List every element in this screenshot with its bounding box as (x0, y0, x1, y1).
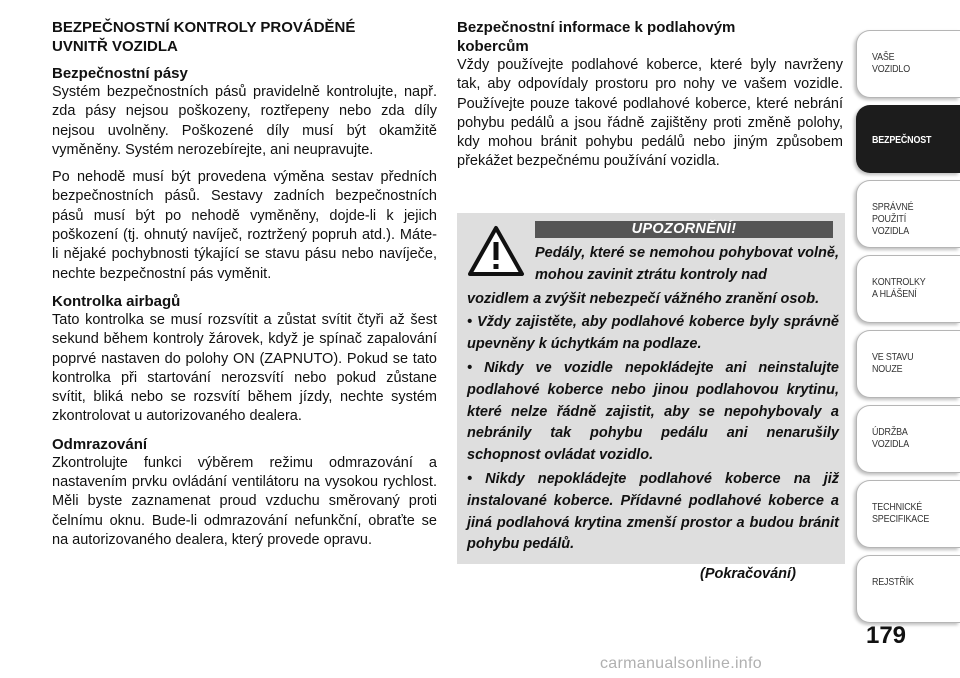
left-column (52, 18, 437, 558)
right-column (457, 18, 843, 180)
tab-rejstrik[interactable] (856, 555, 960, 623)
tab-vase-vozidlo[interactable] (856, 30, 960, 98)
tab-label: REJSTŘÍK (872, 576, 914, 588)
warning-intro: Pedály, které se nemohou pohybovat volně, mohou zavinit ztrátu kontroly nad (535, 245, 839, 283)
seatbelts-paragraph-1: Systém bezpečnostních pásů pravidelně kontrolujte, např. zda pásy nejsou poškozeny, roztřepeny nebo zda díly nejsou uvolněny. Poškozené díly musí být okamžitě vyměněny. Systém nerozebírejte, ani neupravujte. (52, 84, 437, 158)
tab-label: ÚDRŽBA VOZIDLA (872, 426, 910, 450)
tab-label: BEZPEČNOST (872, 134, 932, 146)
tab-label: SPRÁVNÉ POUŽITÍ VOZIDLA (872, 201, 914, 237)
tab-label: KONTROLKY A HLÁŠENÍ (872, 276, 926, 300)
warning-box (457, 213, 845, 564)
tab-label: VE STAVU NOUZE (872, 351, 914, 375)
floor-mats-heading (457, 18, 843, 56)
watermark: carmanualsonline.info (600, 655, 762, 672)
warning-bullet-1: • Vždy zajistěte, aby podlahové koberce byly správně upevněny k úchytkám na podlaze. (467, 314, 839, 353)
tab-label: TECHNICKÉ SPECIFIKACE (872, 501, 930, 525)
floor-mats-heading-line1: Bezpečnostní informace k podlahovým (457, 19, 736, 36)
tab-technicke-specifikace[interactable] (856, 480, 960, 548)
defrost-paragraph: Zkontrolujte funkci výběrem režimu odmrazování a nastavením prvku ovládání ventilátoru na vysokou rychlost. Měli byste zaznamenat proud vzduchu směrovaný proti čelnímu oknu. Bude-li odmrazování nefunkční, obraťte se na autorizovaného dealera, který provede opravu. (52, 454, 437, 548)
seatbelts-paragraph-2: Po nehodě musí být provedena výměna sestav předních bezpečnostních pásů. Sestavy zadních bezpečnostních pásů musí být po nehodě vyměněny, dojde-li k jejich poškození (tj. ohnutý navíječ, roztržený popruh atd.). Máte-li nějaké pochybnosti týkající se stavu pásu nebo navíječe, nechte bezpečnostní pás vyměnit. (52, 169, 437, 282)
tab-udrzba-vozidla[interactable] (856, 405, 960, 473)
continued-label: (Pokračování) (700, 566, 796, 582)
tab-bezpecnost[interactable] (856, 105, 960, 173)
floor-mats-heading-line2: kobercům (457, 38, 529, 55)
tab-spravne-pouziti-vozidla[interactable] (856, 180, 960, 248)
defrost-heading: Odmrazování (52, 435, 148, 453)
section-title (52, 18, 437, 56)
chapter-tabs (856, 30, 960, 630)
tab-label: VAŠE VOZIDLO (872, 51, 910, 75)
warning-bullet-2: • Nikdy ve vozidle nepokládejte ani neinstalujte podlahové koberce nebo jinou podlahovou krytinu, které nelze řádně zajistit, aby se nepohybovaly a nebránily tak pohybu pedálu ani nenarušily schopnost ovládat vozidlo. (467, 359, 839, 464)
page-number: 179 (865, 622, 907, 649)
tab-ve-stavu-nouze[interactable] (856, 330, 960, 398)
warning-title: UPOZORNĚNÍ! (535, 221, 833, 238)
warning-bullet-3: • Nikdy nepokládejte podlahové koberce na již instalované koberce. Přídavné podlahové koberce a jiná podlahová krytina zmenší prostor a budou bránit pohybu pedálů. (467, 470, 839, 553)
floor-mats-paragraph: Vždy používejte podlahové koberce, které byly navrženy tak, aby odpovídaly prostoru pro nohy ve vašem vozidle. Používejte pouze takové podlahové koberce, které nebrání pohybu pedálů a jsou řádně zajištěny proti změně polohy, kdy mohou bránit pohybu pedálů nebo jiným způsobem překážet bezpečnému používání vozidla. (457, 57, 843, 170)
section-title-line2: UVNITŘ VOZIDLA (52, 38, 178, 55)
section-title-line1: BEZPEČNOSTNÍ KONTROLY PROVÁDĚNÉ (52, 19, 356, 36)
seatbelts-heading: Bezpečnostní pásy (52, 65, 188, 82)
tab-kontrolky-a-hlaseni[interactable] (856, 255, 960, 323)
warning-text (467, 243, 839, 556)
warning-intro-rest: vozidlem a zvýšit nebezpečí vážného zranění osob. (467, 290, 820, 307)
airbag-heading: Kontrolka airbagů (52, 292, 181, 310)
airbag-paragraph: Tato kontrolka se musí rozsvítit a zůstat svítit čtyři až šest sekund během kontroly žárovek, když je spínač zapalování poprvé nastaven do polohy ON (ZAPNUTO). Pokud se tato kontrolka při startování nerozsvítí nebo pokud zůstane svítit, bliká nebo se rozsvítí během jízdy, nechte systém zkontrolovat u autorizovaného dealera. (52, 311, 437, 425)
